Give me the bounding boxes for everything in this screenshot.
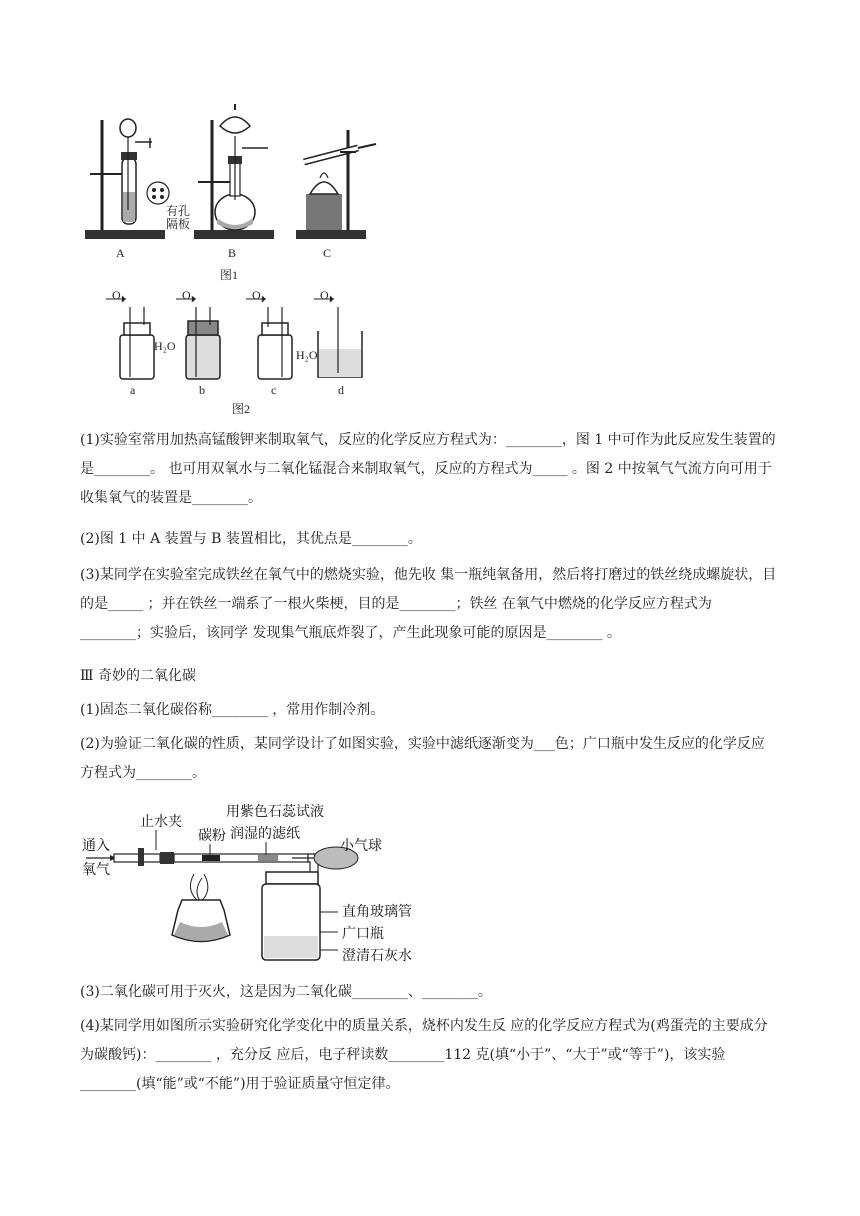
figure-2-gas-d: O₂ [320,288,333,302]
question-3: (3)某同学在实验室完成铁丝在氧气中的燃烧实验，他先收 集一瓶纯氧备用，然后将打磨过的铁丝绕成螺旋状，目的是_____ ；并在铁丝一端系了一根火柴梗，目的是________；铁丝 在氧气中燃烧的化学反应方程式为________；实验后，该同学 发现集气瓶底炸裂了，产生此现象可能的原因是________ 。 [80,567,777,641]
balloon-label: 小气球 [340,838,382,854]
question-co2-3: (3)二氧化碳可用于灭火，这是因为二氧化碳________、________。 [80,984,492,1000]
carbon-label: 碳粉 [198,828,226,844]
paper-label-2: 润湿的滤纸 [230,826,300,842]
plate-label-line1: 有孔 [166,204,191,218]
figure-2-label-a: a [130,383,136,397]
apparatus-b [190,100,280,250]
figure-2-water-d: H₂O [296,348,318,362]
question-1: (1)实验室常用加热高锰酸钾来制取氧气，反应的化学反应方程式为：________，图 1 中可作为此反应发生装置的是________。 也可用双氧水与二氧化锰混合来制取氧气，反应的方程式为_____ 。图 2 中按氧气气流方向可用于收集氧气的装置是________。 [80,432,776,506]
question-co2-2: (2)为验证二氧化碳的性质，某同学设计了如图实验，实验中滤纸逐渐变为___色；广口瓶中发生反应的化学反应 方程式为________。 [80,736,770,781]
figure-2-gas-b: O₂ [182,288,195,302]
bottle-label: 广口瓶 [342,926,384,942]
figure-2-label-d: d [338,383,344,397]
paper-label-1: 用紫色石蕊试液 [226,804,324,820]
figure-2-label-c: c [271,383,277,397]
figure-2-caption: 图2 [232,402,251,416]
figure-2-gas-a: O₂ [112,288,125,302]
figure-1-caption: 图1 [220,268,239,282]
tube-label: 直角玻璃管 [342,904,412,920]
question-2: (2)图 1 中 A 装置与 B 装置相比，其优点是________。 [80,531,422,547]
section-heading: Ⅲ 奇妙的二氧化碳 [80,668,196,684]
figure-2-water-b: H₂O [154,339,176,353]
figure-1-label-a: A [116,246,125,260]
question-co2-1: (1)固态二氧化碳俗称________ ，常用作制冷剂。 [80,702,385,718]
figure-2-gas-c: O₂ [252,288,265,302]
inlet-label-1: 通入 [82,838,110,854]
inlet-label-2: 氧气 [82,862,110,878]
figure-2 [100,285,380,395]
question-co2-4: (4)某同学用如图所示实验研究化学变化中的质量关系，烧杯内发生反 应的化学反应方程式为(鸡蛋壳的主要成分为碳酸钙)：________ ，充分反 应后，电子秤读数________112 克(填“小于”、“大于”或“等于”)，该实验________(填“能”或“不能”)用于验证质量守恒定律。 [80,1018,768,1092]
limewater-label: 澄清石灰水 [342,948,412,964]
apparatus-c [290,100,380,250]
figure-1-label-c: C [323,246,332,260]
plate-label-line2: 隔板 [166,217,191,231]
figure-2-label-b: b [199,383,205,397]
clamp-label: 止水夹 [140,814,182,830]
figure-3 [80,800,420,970]
figure-1-label-b: B [228,246,237,260]
